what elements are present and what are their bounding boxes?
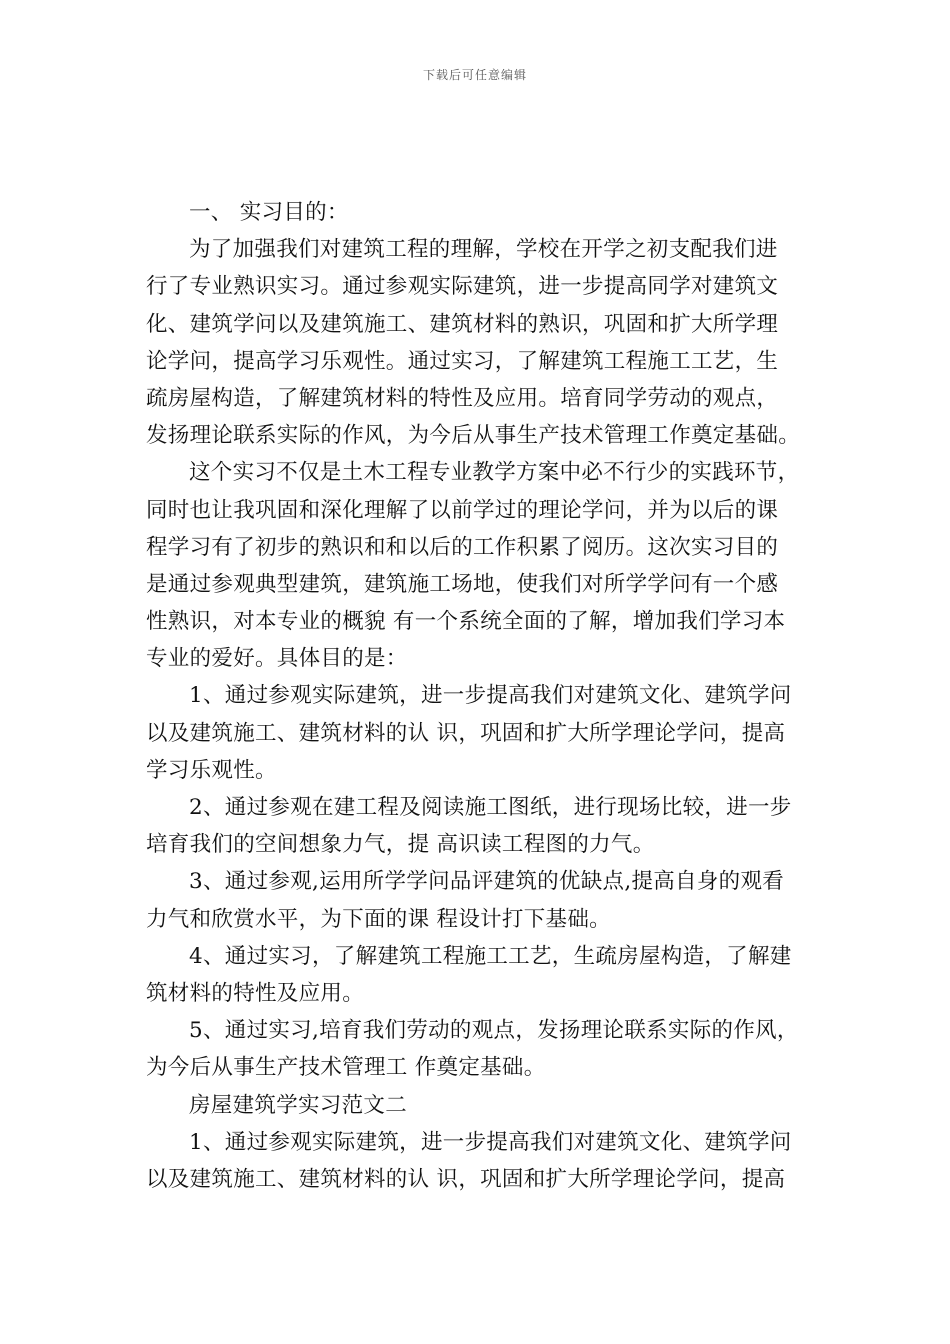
- paragraph: [146, 231, 808, 454]
- text-line: 力气和欣赏水平，为下面的课 程设计打下基础。: [146, 906, 611, 932]
- text-line: 以及建筑施工、建筑材料的认 识，巩固和扩大所学理论学问，提高: [146, 1166, 786, 1192]
- text-line: 筑材料的特性及应用。: [146, 980, 365, 1006]
- text-line: 程学习有了初步的熟识和和以后的工作积累了阅历。这次实习目的: [146, 534, 779, 560]
- text-line: 学习乐观性。: [146, 757, 277, 783]
- text-line: 以及建筑施工、建筑材料的认 识，巩固和扩大所学理论学问，提高: [146, 720, 786, 746]
- list-item-1: [146, 1124, 808, 1198]
- text-line: 同时也让我巩固和深化理解了以前学过的理论学问，并为以后的课: [146, 497, 779, 523]
- paragraph: [146, 454, 808, 677]
- list-item-2: [146, 789, 808, 863]
- text-line: 为了加强我们对建筑工程的理解，学校在开学之初支配我们进: [189, 237, 778, 263]
- text-line: 行了专业熟识实习。通过参观实际建筑，进一步提高同学对建筑文: [146, 274, 779, 300]
- text-line: 3、通过参观,运用所学学问品评建筑的优缺点,提高自身的观看: [189, 869, 785, 895]
- section-subtitle: [146, 1087, 808, 1124]
- list-item-3: [146, 863, 808, 937]
- section-heading: 一、 实习目的：: [189, 200, 349, 225]
- text-line: 化、建筑学问以及建筑施工、建筑材料的熟识，巩固和扩大所学理: [146, 311, 779, 337]
- text-line: 发扬理论联系实际的作风，为今后从事生产技术管理工作奠定基础。: [146, 423, 801, 449]
- text-line: 培育我们的空间想象力气，提 高识读工程图的力气。: [146, 832, 655, 858]
- list-item-5: [146, 1012, 808, 1086]
- text-line: 论学问，提高学习乐观性。通过实习，了解建筑工程施工工艺，生: [146, 348, 779, 374]
- text-line: 5、通过实习,培育我们劳动的观点，发扬理论联系实际的作风，: [189, 1018, 799, 1044]
- text-line: 专业的爱好。具体目的是：: [146, 646, 408, 672]
- header-note: 下载后可任意编辑: [422, 68, 527, 82]
- text-line: 4、通过实习，了解建筑工程施工工艺，生疏房屋构造，了解建: [189, 943, 792, 969]
- text-line: 疏房屋构造，了解建筑材料的特性及应用。培育同学劳动的观点，: [146, 385, 779, 411]
- text-line: 这个实习不仅是土木工程专业教学方案中必不行少的实践环节，: [189, 460, 800, 486]
- text-line: 是通过参观典型建筑，建筑施工场地，使我们对所学学问有一个感: [146, 571, 779, 597]
- text-line: 性熟识，对本专业的概貌 有一个系统全面的了解，增加我们学习本: [146, 609, 786, 635]
- list-item-1: [146, 677, 808, 789]
- text-line: 2、通过参观在建工程及阅读施工图纸，进行现场比较，进一步: [189, 795, 792, 820]
- text-line: 1、通过参观实际建筑，进一步提高我们对建筑文化、建筑学问: [189, 1129, 792, 1155]
- text-line: 1、通过参观实际建筑，进一步提高我们对建筑文化、建筑学问: [189, 683, 792, 709]
- list-item-4: [146, 938, 808, 1012]
- document-body: [146, 194, 808, 1198]
- text-line: 为今后从事生产技术管理工 作奠定基础。: [146, 1055, 546, 1081]
- text-line: 房屋建筑学实习范文二: [189, 1092, 408, 1118]
